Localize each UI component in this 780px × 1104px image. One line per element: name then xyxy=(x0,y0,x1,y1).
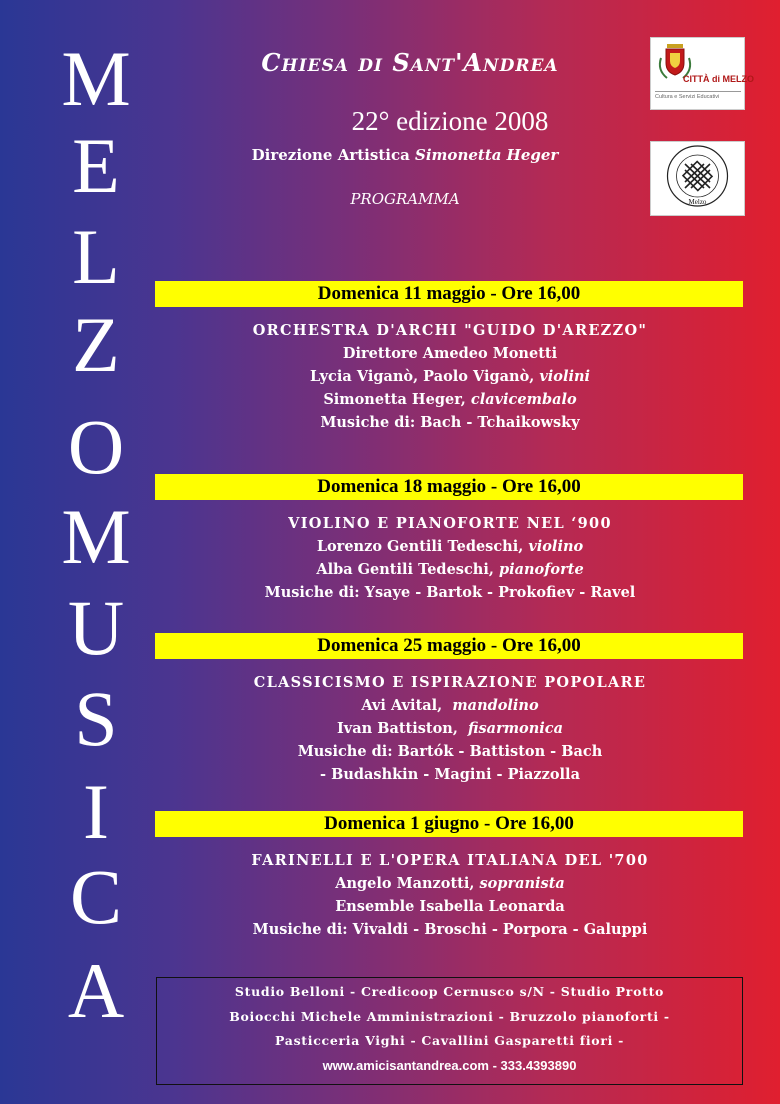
concert-line-text: ORCHESTRA D'ARCHI "GUIDO D'AREZZO" xyxy=(252,322,648,339)
concert-line-text: - Budashkin - Magini - Piazzolla xyxy=(320,766,580,783)
concert-details xyxy=(170,849,730,941)
concert-line xyxy=(170,558,730,581)
vertical-title-letter: U xyxy=(67,584,125,671)
vertical-title-letter: A xyxy=(67,947,125,1034)
vertical-title-letter: M xyxy=(61,35,131,122)
concert-line-text: Musiche di: Vivaldi - Broschi - Porpora - Galuppi xyxy=(252,921,648,938)
vertical-title-letter: L xyxy=(72,213,120,300)
vertical-title-letter: M xyxy=(61,493,131,580)
concert-line-text: Musiche di: Ysaye - Bartok - Prokofiev - Ravel xyxy=(264,584,636,601)
concert-line xyxy=(170,342,730,365)
vertical-title-letter: E xyxy=(72,122,120,209)
artistic-direction xyxy=(205,146,605,164)
concert-line xyxy=(170,740,730,763)
concert-line-text: Avi Avital, xyxy=(361,697,453,714)
concert-line-text: Alba Gentili Tedeschi, xyxy=(316,561,499,578)
direction-name: Simonetta Heger xyxy=(415,146,559,164)
concert-line-text: Musiche di: Bartók - Battiston - Bach xyxy=(297,743,603,760)
concert-line-text: Musiche di: Bach - Tchaikowsky xyxy=(320,414,580,431)
direction-label: Direzione Artistica xyxy=(251,146,410,164)
concert-line-text: CLASSICISMO E ISPIRAZIONE POPOLARE xyxy=(253,674,647,691)
concert-line-text: VIOLINO E PIANOFORTE NEL ‘900 xyxy=(288,515,612,532)
edition-line: 22° edizione 2008 xyxy=(351,106,549,136)
performer-role: pianoforte xyxy=(498,561,584,578)
concert-date-bar: Domenica 25 maggio - Ore 16,00 xyxy=(155,633,743,659)
performer-role: violino xyxy=(528,538,584,555)
concert-line xyxy=(170,895,730,918)
concert-line-text: FARINELLI E L'OPERA ITALIANA DEL '700 xyxy=(251,852,649,869)
concert-line xyxy=(170,581,730,604)
vertical-title-letter: I xyxy=(83,768,109,855)
performer-role: fisarmonica xyxy=(467,720,563,737)
concert-line xyxy=(170,717,730,740)
concert-line-text: Ensemble Isabella Leonarda xyxy=(335,898,565,915)
concert-details xyxy=(170,319,730,434)
programma-label: PROGRAMMA xyxy=(350,190,460,208)
amici-sant-andrea-logo xyxy=(650,141,745,216)
concert-date-bar: Domenica 18 maggio - Ore 16,00 xyxy=(155,474,743,500)
sponsor-line-2: Boiocchi Michele Amministrazioni - Bruzzolo pianoforti - xyxy=(229,1009,670,1024)
vertical-title-letter: O xyxy=(67,403,125,490)
concert-line-text: Angelo Manzotti, xyxy=(335,875,480,892)
amici-logo-place: Melzo xyxy=(688,198,707,206)
concert-line xyxy=(170,535,730,558)
concert-line xyxy=(170,365,730,388)
concert-line xyxy=(170,694,730,717)
concert-line-text: Direttore Amedeo Monetti xyxy=(342,345,558,362)
sponsor-line-3: Pasticceria Vighi - Cavallini Gasparetti fiori - xyxy=(275,1033,624,1048)
concert-line-text: Lycia Viganò, Paolo Viganò, xyxy=(309,368,540,385)
performer-role: clavicembalo xyxy=(470,391,577,408)
concert-line xyxy=(170,411,730,434)
citta-di-melzo-logo xyxy=(650,37,754,110)
vertical-title-letter: Z xyxy=(72,301,120,388)
vertical-title-letter: C xyxy=(69,853,123,940)
vertical-title-letter: S xyxy=(74,675,118,762)
concert-line-text: Lorenzo Gentili Tedeschi, xyxy=(316,538,529,555)
concert-line-text: Ivan Battiston, xyxy=(337,720,468,737)
performer-role: mandolino xyxy=(452,697,539,714)
concert-heading xyxy=(170,849,730,872)
concert-line xyxy=(170,388,730,411)
sponsors-box xyxy=(156,977,743,1085)
melzo-logo-subtitle: Cultura e Servizi Educativi xyxy=(655,91,741,100)
concert-line xyxy=(170,763,730,786)
concert-date-bar: Domenica 1 giugno - Ore 16,00 xyxy=(155,811,743,837)
concert-details xyxy=(170,671,730,786)
performer-role: violini xyxy=(539,368,591,385)
concert-line xyxy=(170,918,730,941)
concert-date-bar: Domenica 11 maggio - Ore 16,00 xyxy=(155,281,743,307)
sponsor-line-1: Studio Belloni - Credicoop Cernusco s/N - Studio Protto xyxy=(234,984,665,999)
performer-role: sopranista xyxy=(479,875,565,892)
concert-line xyxy=(170,872,730,895)
concert-details xyxy=(170,512,730,604)
website-contact[interactable]: www.amicisantandrea.com - 333.4393890 xyxy=(322,1058,577,1073)
concert-heading xyxy=(170,512,730,535)
concert-line-text: Simonetta Heger, xyxy=(323,391,471,408)
concert-heading xyxy=(170,671,730,694)
concert-heading xyxy=(170,319,730,342)
church-title: Chiesa di Sant'Andrea xyxy=(261,48,559,77)
melzo-logo-title: CITTÀ di MELZO xyxy=(683,74,754,84)
